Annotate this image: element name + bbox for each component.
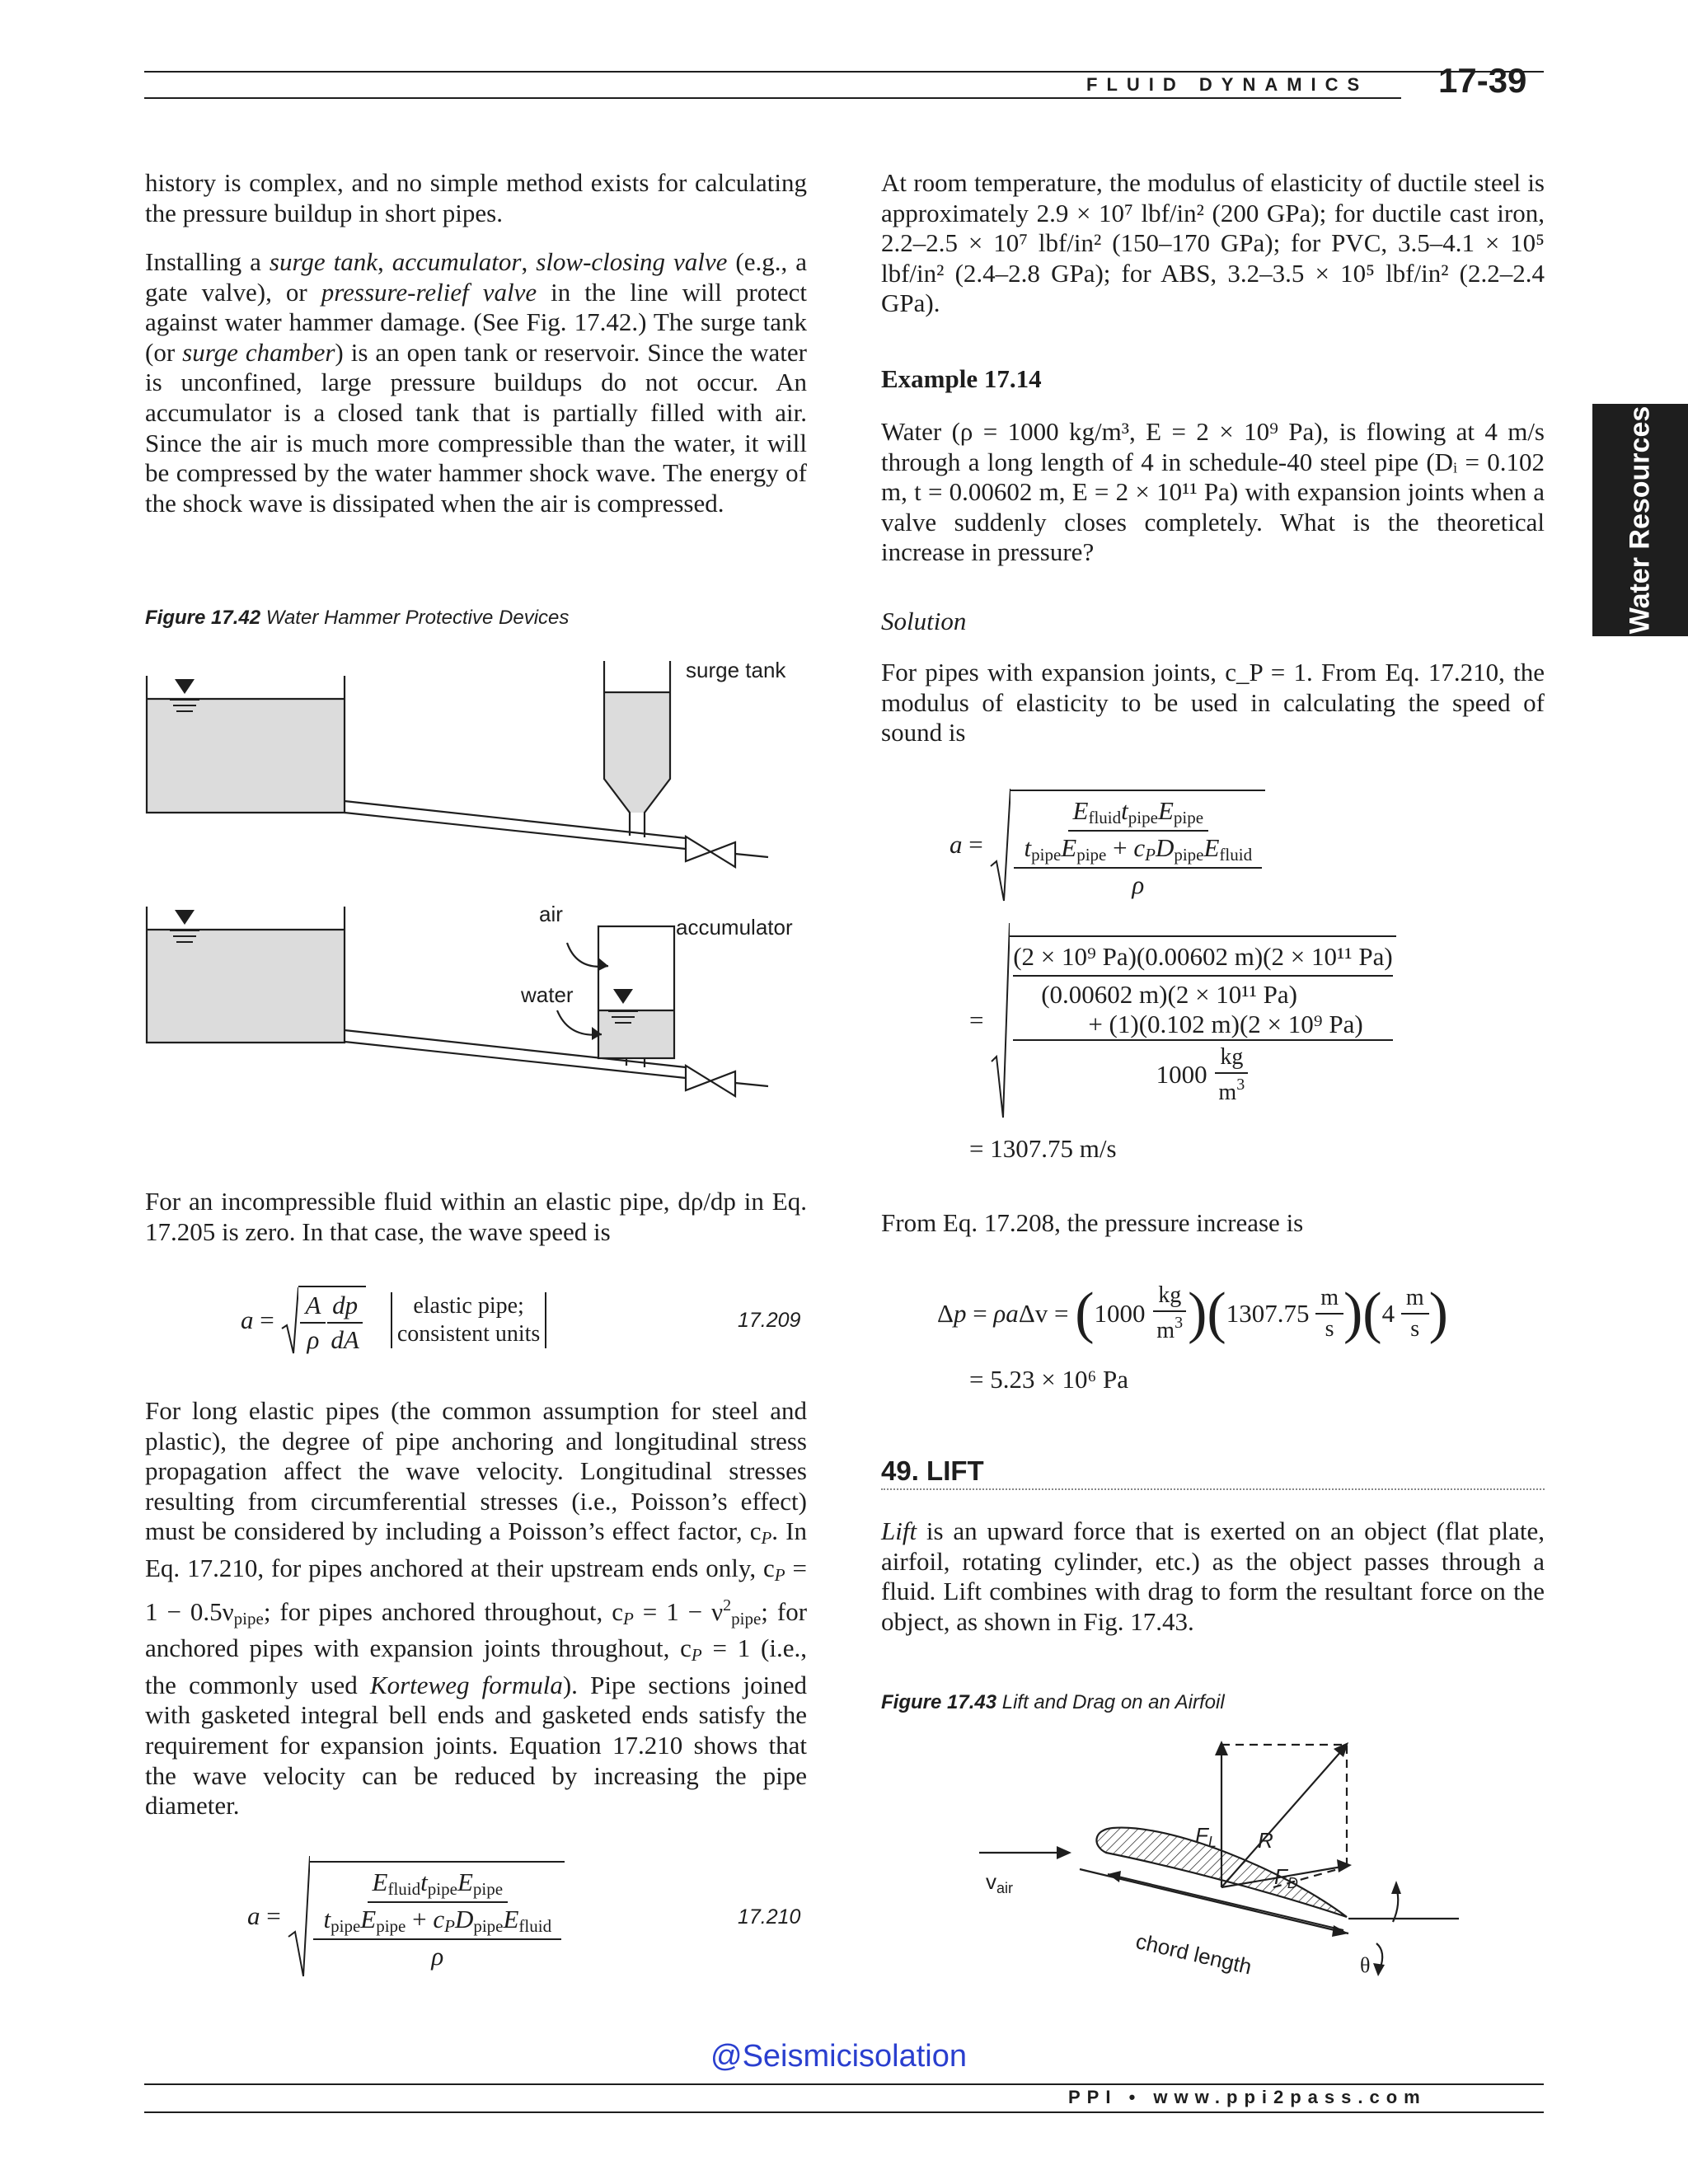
example-text: Water (ρ = 1000 kg/m³, E = 2 × 10⁹ Pa), is flowing at 4 m/s through a long length of 4 in schedule-40 steel pipe (Dᵢ = 0.102 m, t = 0.00602 m, E = 2 × 10¹¹ Pa) with expansion joints when a valve suddenly closes completely. What is the theoretical increase in pressure?	[881, 417, 1545, 567]
page-number: 17-39	[1438, 61, 1527, 100]
section-tab	[1592, 404, 1688, 636]
figure-17-43	[956, 1731, 1484, 2027]
label-theta: θ	[1360, 1953, 1371, 1977]
left-paragraph-2: Installing a surge tank, accumulator, slow-closing valve (e.g., a gate valve), or pressure-relief valve in the line will protect against water hammer damage. (See Fig. 17.42.) The surge tank (or surge chamber) is an open tank or reservoir. Since the water is unconfined, large pressure buildups do not occur. An accumulator is a closed tank that is partially filled with air. Since the air is much more compressible than the water, it will be compressed by the water hammer shock wave. The energy of the shock wave is dissipated when the air is compressed.	[145, 247, 808, 518]
footer-publisher: PPI • www.ppi2pass.com	[1068, 2087, 1427, 2107]
right-paragraph-1: At room temperature, the modulus of elasticity of ductile steel is approximately 2.9 × 10⁷ lbf/in² (200 GPa); for ductile cast iron, 2.2–2.5 × 10⁷ lbf/in² (150–170 GPa); for PVC, 3.5–4.1 × 10⁵ lbf/in² (2.4–2.8 GPa); for ABS, 3.2–3.5 × 10⁵ lbf/in² (2.2–2.4 GPa).	[881, 168, 1545, 318]
footer-rule-top	[144, 2083, 1544, 2085]
delta-p-result: = 5.23 × 10⁶ Pa	[969, 1365, 1129, 1394]
section-tab-label: Water Resources	[1624, 405, 1656, 635]
label-water: water	[521, 982, 574, 1007]
equation-a-symbolic: a = $\frac{\frac{E_{fluid}t_{pipe}E_{pipe}}{t_{pipe}E_{pipe} + c_PD_{pipe}E_{fluid}}}{\rho}$	[950, 787, 1265, 902]
calc-rho-value: 1000	[1156, 1060, 1207, 1089]
label-surge-tank: surge tank	[686, 658, 786, 682]
pipe-1-bottom	[345, 813, 686, 849]
calc-result: = 1307.75 m/s	[969, 1134, 1117, 1163]
header-rule-bottom	[144, 97, 1401, 99]
equation-17-209-conditions: elastic pipe; consistent units	[391, 1292, 546, 1348]
label-air: air	[539, 902, 563, 926]
valve-2	[686, 1066, 735, 1096]
label-drag-force: FD	[1274, 1864, 1298, 1891]
footer-rule-bottom	[144, 2111, 1544, 2113]
sqrt-sign	[990, 921, 1010, 1119]
force-box-dashed	[1221, 1745, 1347, 1867]
label-chord-length: chord length	[1133, 1929, 1254, 1980]
running-title: FLUID DYNAMICS	[1086, 74, 1369, 95]
valve-1	[686, 837, 735, 867]
sqrt-sign	[287, 1854, 310, 1978]
example-title: Example 17.14	[881, 364, 1042, 393]
figure-17-43-caption: Figure 17.43 Lift and Drag on an Airfoil	[881, 1691, 1225, 1713]
lift-paragraph: Lift is an upward force that is exerted on an object (flat plate, airfoil, rotating cylinder, etc.) as the object passes through a fluid. Lift combines with drag to form the resultant force on the object, as shown in Fig. 17.43.	[881, 1516, 1545, 1636]
equation-17-209: a = $\frac{A}{\rho}$ $\frac{dp}{dA}$ elastic pipe; consistent units	[241, 1286, 546, 1355]
equation-delta-p: Δp = ρaΔv = ( 1000 $\frac{kg}{m^3}$ )( 1307.75 $\frac{m}{s}$ )( 4 $\frac{m}{s}$ )	[937, 1281, 1448, 1345]
label-lift-force: FL	[1195, 1823, 1217, 1850]
watermark: @Seismicisolation	[710, 2039, 968, 2074]
equation-17-209-number: 17.209	[738, 1309, 801, 1332]
left-paragraph-1: history is complex, and no simple method exists for calculating the pressure buildup in short pipes.	[145, 168, 807, 227]
solution-label: Solution	[881, 607, 967, 635]
sqrt-sign	[280, 1286, 298, 1355]
reservoir-1-water	[147, 699, 345, 813]
equation-17-210: a = $\frac{\frac{E_{fluid}t_{pipe}E_{pipe}}{t_{pipe}E_{pipe} + c_PD_{pipe}E_{fluid}}}{\rho}$	[247, 1854, 565, 1978]
equation-17-210-number: 17.210	[738, 1905, 801, 1929]
solution-text: For pipes with expansion joints, c_P = 1. From Eq. 17.210, the modulus of elasticity to be used in calculating the speed of sound is	[881, 658, 1545, 748]
label-accumulator: accumulator	[676, 915, 793, 940]
figure-17-42-caption: Figure 17.42 Water Hammer Protective Devices	[145, 607, 570, 629]
calc-denominator-1: (0.00602 m)(2 × 10¹¹ Pa)	[1041, 979, 1297, 1009]
calc-denominator-2: + (1)(0.102 m)(2 × 10⁹ Pa)	[1088, 1009, 1363, 1038]
equation-a-numeric: = (2 × 10⁹ Pa)(0.00602 m)(2 × 10¹¹ Pa) (0.00602 m)(2 × 10¹¹ Pa) + (1)(0.102 m)(2 × 10⁹ Pa) 1000 $\frac{kg}{m^3}$	[969, 921, 1396, 1119]
left-paragraph-4: For long elastic pipes (the common assumption for steel and plastic), the degree of pipe anchoring and longitudinal stress propagation affect the wave velocity. Longitudinal stresses resulting from circumferential stresses (i.e., Poisson’s effect) must be considered by including a Poisson’s effect factor, $c_P$. In Eq. 17.210, for pipes anchored at their upstream ends only, $c_P = 1 - 0.5\nu_{pipe}$; for pipes anchored throughout, $c_P = 1 - \nu^2_{pipe}$; for anchored pipes with expansion joints throughout, $c_P = 1$ (i.e., the commonly used Korteweg formula). Pipe sections joined with gasketed integral bell ends and gasketed ends satisfy the requirement for expansion joints. Equation 17.210 shows that the wave velocity can be reduced by increasing the pipe diameter.	[145, 1396, 808, 1821]
calc-numerator: (2 × 10⁹ Pa)(0.00602 m)(2 × 10¹¹ Pa)	[1013, 941, 1393, 971]
figure-17-42	[132, 651, 808, 1113]
sqrt-sign	[989, 787, 1010, 902]
header-rule-top	[144, 71, 1544, 73]
section-heading-lift: 49. LIFT	[881, 1455, 984, 1486]
left-paragraph-3: For an incompressible fluid within an elastic pipe, dρ/dp in Eq. 17.205 is zero. In that case, the wave speed is	[145, 1187, 807, 1246]
right-paragraph-from: From Eq. 17.208, the pressure increase is	[881, 1208, 1304, 1237]
section-heading-rule	[881, 1488, 1545, 1490]
label-v-air: vair	[986, 1869, 1014, 1896]
label-resultant: R	[1258, 1828, 1273, 1853]
